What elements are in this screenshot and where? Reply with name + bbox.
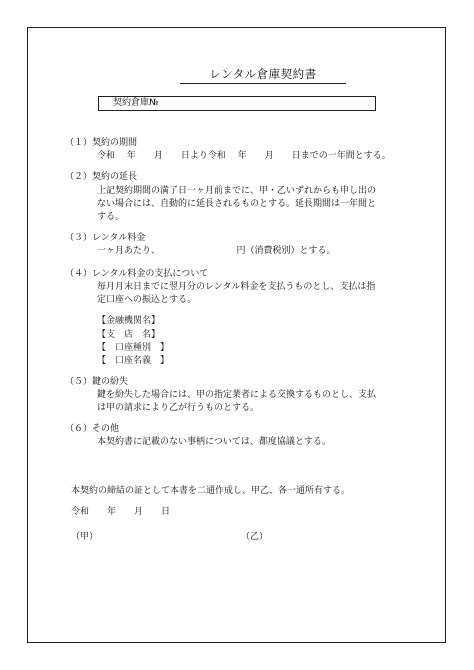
bank-field-account-holder: 【 口座名義 】 <box>97 356 170 366</box>
section-4-line-1: 毎月月末日までに翌月分のレンタル料金を支払うものとし、支払は指 <box>97 282 376 292</box>
section-2-line-1: 上記契約期間の満了日一ヶ月前までに、甲・乙いずれからも申し出の <box>97 186 377 196</box>
section-1-heading: （１）契約の期間 <box>65 138 138 148</box>
bank-field-institution: 【金融機関名】 <box>97 316 161 326</box>
warehouse-number-box <box>98 96 376 111</box>
section-5-line-2: は甲の請求により乙が行うものとする。 <box>97 403 260 413</box>
section-2-line-2: ない場合には、自動的に延長されるものとする。延長期間は一年間と <box>97 199 377 209</box>
bank-field-account-type: 【 口座種別 】 <box>97 343 170 353</box>
closing-statement: 本契約の締結の証として本書を二通作成し、甲乙、各一通所有する。 <box>71 486 351 496</box>
section-6-line-1: 本契約書に記載のない事柄については、都度協議とする。 <box>97 437 331 447</box>
section-4-heading: （４）レンタル料金の支払について <box>65 269 209 279</box>
section-6-heading: （６）その他 <box>65 424 120 434</box>
section-3-line-1: 一ヶ月あたり、 円（消費税別）とする。 <box>97 246 336 256</box>
section-1-line-1: 令和 年 月 日より令和 年 月 日までの一年間とする。 <box>97 151 391 161</box>
party-b-label: （乙） <box>241 532 269 542</box>
section-3-heading: （３）レンタル料金 <box>65 233 146 243</box>
party-a-label: （甲） <box>71 532 99 542</box>
bank-field-branch: 【支 店 名】 <box>97 330 161 340</box>
section-4-line-2: 定口座への振込とする。 <box>97 295 197 305</box>
section-2-line-3: する。 <box>97 212 125 222</box>
warehouse-number-label: 契約倉庫№ <box>113 98 159 108</box>
document-title: レンタル倉庫契約書 <box>180 66 346 84</box>
section-2-heading: （２）契約の延長 <box>65 172 138 182</box>
contract-date-line: 令和 年 月 日 <box>71 507 171 517</box>
section-5-heading: （５）鍵の紛失 <box>65 377 129 387</box>
contract-page <box>27 27 446 643</box>
section-5-line-1: 鍵を紛失した場合には、甲の指定業者による交換するものとし、支払 <box>97 390 377 400</box>
